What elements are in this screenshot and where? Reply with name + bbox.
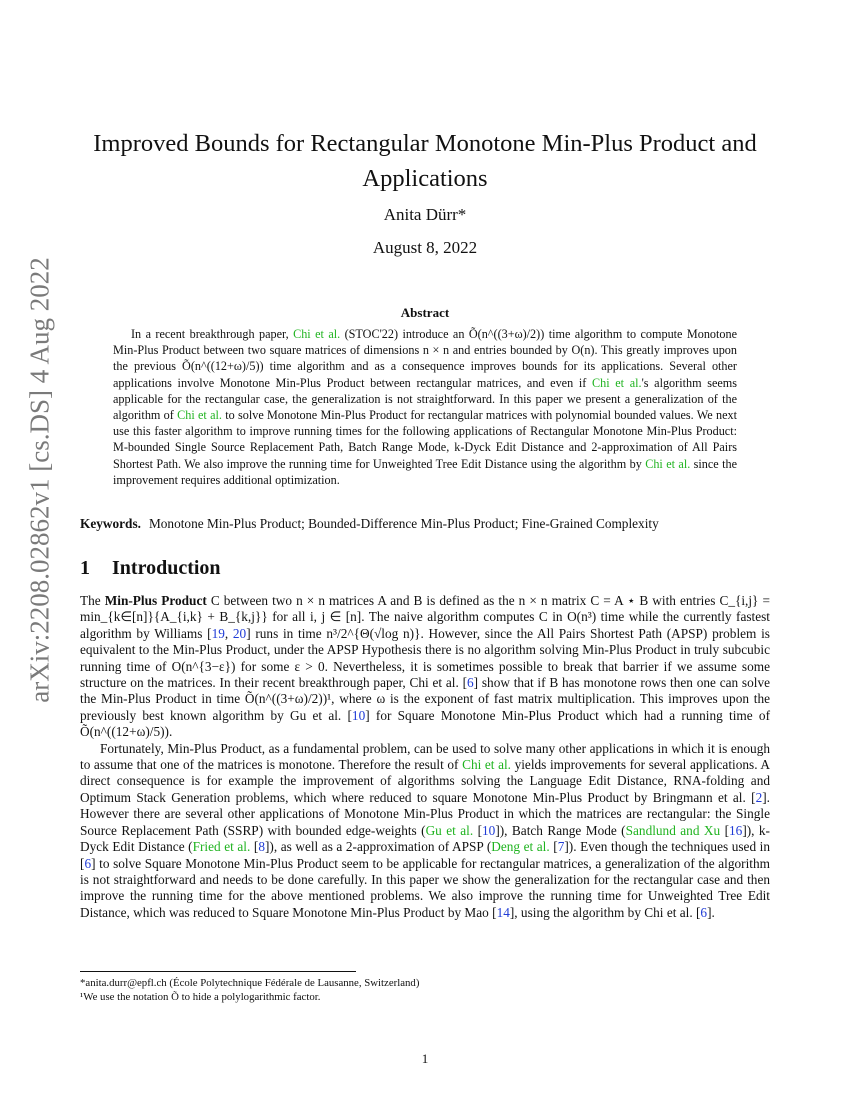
citation-link[interactable]: 19 <box>211 625 225 641</box>
citation-link[interactable]: 2 <box>755 789 763 805</box>
arxiv-stamp-text: arXiv:2208.02862v1 [cs.DS] 4 Aug 2022 <box>24 257 55 703</box>
abstract-segment: to solve Monotone Min-Plus Product for rectangular matrices with polynomial bounded values. We next use this faster algorithm to improve running times for the following applications of Rectangular Monotone Min-Plus Product: M-bounded Single Source Replacement Path, Batch Range Mode, k-Dyck Edit Distance and 2-approximation of All Pairs Shortest Path. We also improve the running time for Unweighted Tree Edit Distance using the algorithm by <box>113 408 737 471</box>
section-heading <box>80 557 770 580</box>
abstract-segment: since the improvement requires additional optimization. <box>113 456 738 487</box>
text-segment: ], using the algorithm by Chi et al. [ <box>509 904 701 920</box>
author-link[interactable]: Chi et al. <box>462 757 511 773</box>
abstract-segment: 's algorithm seems applicable for the rectangular case, the generalization is not straightforward. In this paper we present a generalization of the algorithm of <box>113 375 738 423</box>
paragraph-1 <box>80 593 770 741</box>
abstract-heading: Abstract <box>400 305 450 320</box>
text-segment: ] show that if B has monotone rows then one can solve the Min-Plus Product in time Õ(n^((3+ω)/2))¹, where ω is the exponent of fast matrix multiplication. This improves upon the previously best known algorithm by Gu et al. [ <box>80 675 770 723</box>
text-segment: [ <box>250 839 259 855</box>
author-link[interactable]: Chi et al. <box>177 408 222 423</box>
citation-link[interactable]: 14 <box>496 904 510 920</box>
text-segment: , <box>224 625 233 641</box>
text-segment: ]. <box>707 904 715 920</box>
citation-link[interactable]: 10 <box>351 707 366 723</box>
citation-link[interactable]: 20 <box>232 625 247 641</box>
footnotes <box>80 976 770 1004</box>
author-name: Anita Dürr* <box>383 205 467 224</box>
citation-link[interactable]: 7 <box>557 839 565 855</box>
author-link[interactable]: Chi et al. <box>645 456 691 471</box>
text-segment: C between two n × n matrices A and B is defined as the n × n matrix C = A ⋆ B with entries C_{i,j} = min_{k∈[n]}{A_{i,k} + B_{k,j}} for all i, j ∈ [n]. The naive algorithm computes C in O(n³) time while the currently fastest algorithm by Williams [ <box>80 593 770 641</box>
abstract-segment: (STOC'22) introduce an Õ(n^((3+ω)/2)) time algorithm to compute Monotone Min-Plus Product between two square matrices of dimensions n × n and entries bounded by O(n). This greatly improves upon the previous Õ(n^((12+ω)/5)) time algorithm and as a consequence improves bounds for its applications. Several other applications involve Monotone Min-Plus Product between rectangular matrices, and even if <box>113 327 737 390</box>
publication-date: August 8, 2022 <box>372 238 478 257</box>
text-segment: ] to solve Square Monotone Min-Plus Product seem to be applicable for rectangular matrices, a generalization of the algorithm is not straightforward and needs to be done carefully. In this paper we show the generalization for the rectangular case and then improve the running time for the above mentioned problems. We also improve the running time for Unweighted Tree Edit Distance, which was reduced to Square Monotone Min-Plus Product by Mao [ <box>80 855 770 920</box>
keywords-list: Monotone Min-Plus Product; Bounded-Difference Min-Plus Product; Fine-Grained Complexity <box>148 516 659 531</box>
abstract-text <box>113 326 737 488</box>
text-segment: [ <box>549 839 558 855</box>
citation-link[interactable]: 6 <box>467 675 474 691</box>
introduction-body <box>80 593 770 921</box>
text-segment: ]. However there are several other applications of Monotone Min-Plus Product in which the matrices are rectangular: the Single Source Replacement Path (SSRP) with bounded edge-weights ( <box>80 789 770 838</box>
text-segment: ] for Square Monotone Min-Plus Product which had a running time of Õ(n^((12+ω)/5)). <box>80 707 770 740</box>
text-segment: yields improvements for several applications. A direct consequence is for example the improvement of algorithms solving the Language Edit Distance, RNA-folding and Optimum Stack Generation problems, which where reduced to square Monotone Min-Plus Product by Bringmann et al. [ <box>80 757 770 805</box>
citation-link[interactable]: 16 <box>729 822 743 838</box>
text-segment: ]), as well as a 2-approximation of APSP ( <box>264 839 492 855</box>
citation-link[interactable]: 8 <box>258 839 265 855</box>
title-line-1: Improved Bounds for Rectangular Monotone Min-Plus Product and <box>93 130 757 157</box>
footnote-notation: ¹We use the notation Õ to hide a polylogarithmic factor. <box>80 991 321 1003</box>
citation-link[interactable]: 10 <box>482 822 496 838</box>
text-segment: ] runs in time n³/2^{Θ(√log n)}. However, since the All Pairs Shortest Path (APSP) problem is equivalent to the Min-Plus Product, under the APSP Hypothesis there is no algorithm solving Min-Plus Product in truly subcubic running time of O(n^{3−ε}) for some ε > 0. Nevertheless, it is sometimes possible to break that barrier if we assume some structure on the matrices. In their recent breakthrough paper, Chi et al. [ <box>80 625 770 691</box>
text-segment: ]), Batch Range Mode ( <box>495 822 626 838</box>
section-title: Introduction <box>112 557 221 579</box>
text-segment: The <box>80 593 105 608</box>
citation-link[interactable]: 6 <box>700 904 708 920</box>
abstract-segment: In a recent breakthrough paper, <box>131 327 294 341</box>
footnote-author-email: *anita.durr@epfl.ch (École Polytechnique Fédérale de Lausanne, Switzerland) <box>80 977 420 989</box>
arxiv-stamp <box>10 257 70 703</box>
paragraph-2 <box>80 741 770 921</box>
text-segment: ]). Even though the techniques used in [ <box>80 839 770 871</box>
author-link[interactable]: Chi et al. <box>591 375 642 390</box>
section-number: 1 <box>80 557 90 579</box>
author-link[interactable]: Chi et al. <box>293 327 341 341</box>
author-link[interactable]: Fried et al. <box>192 839 251 855</box>
text-segment: [ <box>473 822 483 838</box>
author-link[interactable]: Gu et al. <box>425 822 474 838</box>
text-segment: [ <box>720 822 730 838</box>
page-number: 1 <box>421 1051 429 1066</box>
text-segment: ]), k-Dyck Edit Distance ( <box>80 822 770 855</box>
term-bold: Min-Plus Product <box>104 593 207 608</box>
keywords-label: Keywords. <box>80 516 141 531</box>
author-link[interactable]: Sandlund and Xu <box>625 822 721 838</box>
text-segment: Fortunately, Min-Plus Product, as a fundamental problem, can be used to solve many other applications in which it is enough to assume that one of the matrices is monotone. Therefore the result of <box>80 740 770 773</box>
paper-title <box>80 126 770 196</box>
author-link[interactable]: Deng et al. <box>491 839 550 855</box>
title-line-2: Applications <box>362 165 488 192</box>
footnote-rule <box>80 971 356 972</box>
keywords-line <box>80 516 770 532</box>
citation-link[interactable]: 6 <box>84 855 92 871</box>
